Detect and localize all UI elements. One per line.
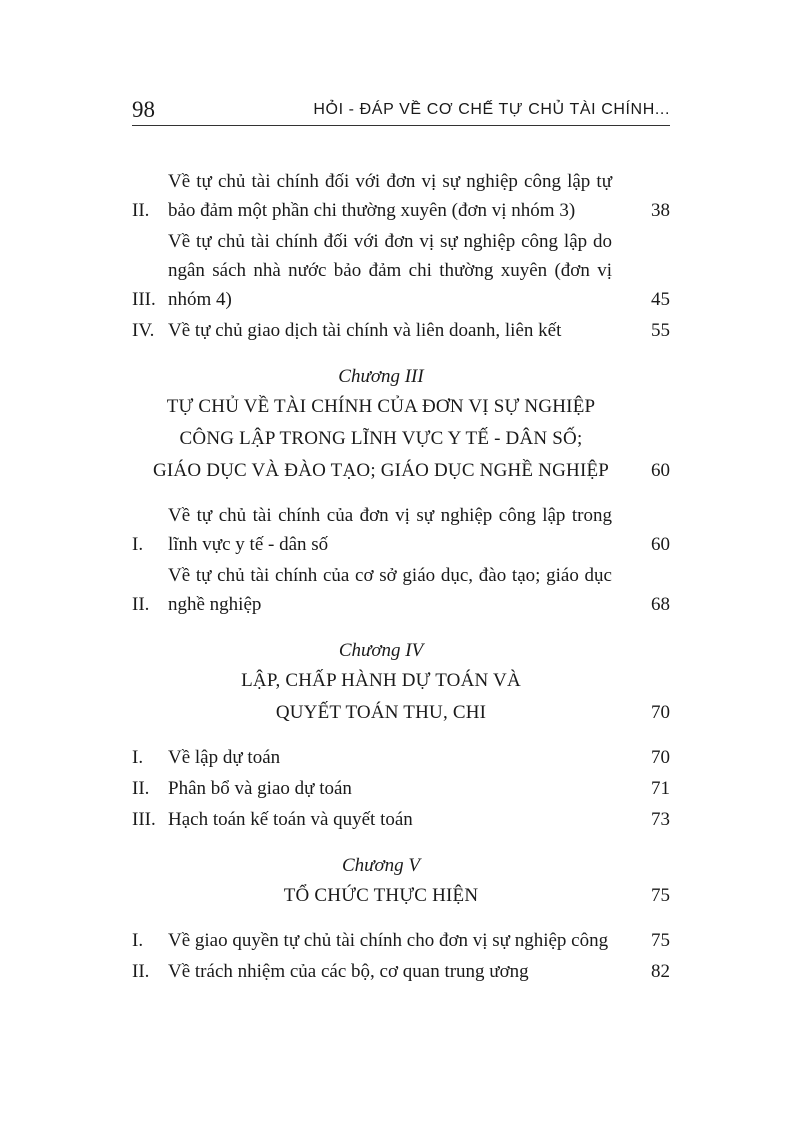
toc-entry[interactable] <box>132 957 670 986</box>
chapter-page: 60 <box>651 460 670 481</box>
chapter-title <box>132 391 630 487</box>
entry-page: 68 <box>651 594 670 615</box>
chapter-title-line: GIÁO DỤC VÀ ĐÀO TẠO; GIÁO DỤC NGHỀ NGHIỆP <box>152 460 610 481</box>
chapter-title-row[interactable] <box>132 391 670 487</box>
entry-page: 70 <box>651 747 670 768</box>
chapter-label: Chương III <box>338 366 424 387</box>
chapter-4 <box>132 637 670 729</box>
toc-entry[interactable] <box>132 501 670 559</box>
toc-entry[interactable] <box>132 926 670 955</box>
entry-page: 75 <box>651 930 670 951</box>
toc-entry[interactable] <box>132 805 670 834</box>
toc-entry[interactable] <box>132 561 670 619</box>
running-title: HỎI - ĐÁP VỀ CƠ CHẾ TỰ CHỦ TÀI CHÍNH... <box>313 101 670 118</box>
entry-title: Về tự chủ tài chính của đơn vị sự nghiệp công lập trong lĩnh vực y tế - dân số <box>168 505 612 555</box>
chapter-title <box>132 665 630 729</box>
entry-number: IV. <box>132 320 155 341</box>
entry-page: 60 <box>651 534 670 555</box>
chapter-title-line: TỔ CHỨC THỰC HIỆN <box>283 885 479 906</box>
chapter-title-row[interactable] <box>132 665 670 729</box>
entry-number: I. <box>132 930 144 951</box>
toc-entry[interactable] <box>132 167 670 225</box>
chapter-title-line: LẬP, CHẤP HÀNH DỰ TOÁN VÀ <box>241 670 521 691</box>
chapter-page: 70 <box>651 702 670 723</box>
entry-title: Về giao quyền tự chủ tài chính cho đơn vị sự nghiệp công <box>168 930 609 951</box>
entry-number: II. <box>132 961 150 982</box>
entry-number: III. <box>132 289 156 310</box>
entry-number: I. <box>132 534 144 555</box>
chapter-title-line: TỰ CHỦ VỀ TÀI CHÍNH CỦA ĐƠN VỊ SỰ NGHIỆP <box>166 396 596 417</box>
toc-entry[interactable] <box>132 743 670 772</box>
entry-title: Về tự chủ tài chính của cơ sở giáo dục, đào tạo; giáo dục nghề nghiệp <box>168 565 612 615</box>
entry-number: II. <box>132 778 150 799</box>
chapter-title-row[interactable] <box>132 880 670 912</box>
entry-page: 38 <box>651 200 670 221</box>
entry-title: Về tự chủ tài chính đối với đơn vị sự nghiệp công lập do ngân sách nhà nước bảo đảm chi thường xuyên (đơn vị nhóm 4) <box>168 231 612 310</box>
chapter-label: Chương V <box>341 855 421 876</box>
toc-entry[interactable] <box>132 227 670 314</box>
page-header <box>132 96 670 128</box>
entry-page: 73 <box>651 809 670 830</box>
toc-entry[interactable] <box>132 316 670 345</box>
entry-page: 55 <box>651 320 670 341</box>
chapter-title-line: QUYẾT TOÁN THU, CHI <box>275 702 487 723</box>
entry-page: 45 <box>651 289 670 310</box>
entry-title: Về tự chủ giao dịch tài chính và liên doanh, liên kết <box>168 320 562 341</box>
entry-page: 71 <box>651 778 670 799</box>
page-number: 98 <box>132 97 155 122</box>
chapter-page: 75 <box>651 885 670 906</box>
chapter-3 <box>132 363 670 487</box>
entry-number: II. <box>132 200 150 221</box>
header-rule <box>132 125 670 126</box>
entry-title: Về tự chủ tài chính đối với đơn vị sự nghiệp công lập tự bảo đảm một phần chi thường xuyên (đơn vị nhóm 3) <box>168 171 612 221</box>
entry-title: Hạch toán kế toán và quyết toán <box>168 809 413 830</box>
entry-number: I. <box>132 747 144 768</box>
chapter-5 <box>132 852 670 912</box>
entry-page: 82 <box>651 961 670 982</box>
chapter-title-line: CÔNG LẬP TRONG LĨNH VỰC Y TẾ - DÂN SỐ; <box>179 428 583 449</box>
table-of-contents <box>132 167 670 988</box>
entry-number: III. <box>132 809 156 830</box>
entry-title: Về trách nhiệm của các bộ, cơ quan trung ương <box>168 961 529 982</box>
chapter-title <box>132 880 630 912</box>
entry-title: Phân bổ và giao dự toán <box>168 778 352 799</box>
entry-title: Về lập dự toán <box>168 747 281 768</box>
chapter-label: Chương IV <box>338 640 424 661</box>
entry-number: II. <box>132 594 150 615</box>
toc-entry[interactable] <box>132 774 670 803</box>
